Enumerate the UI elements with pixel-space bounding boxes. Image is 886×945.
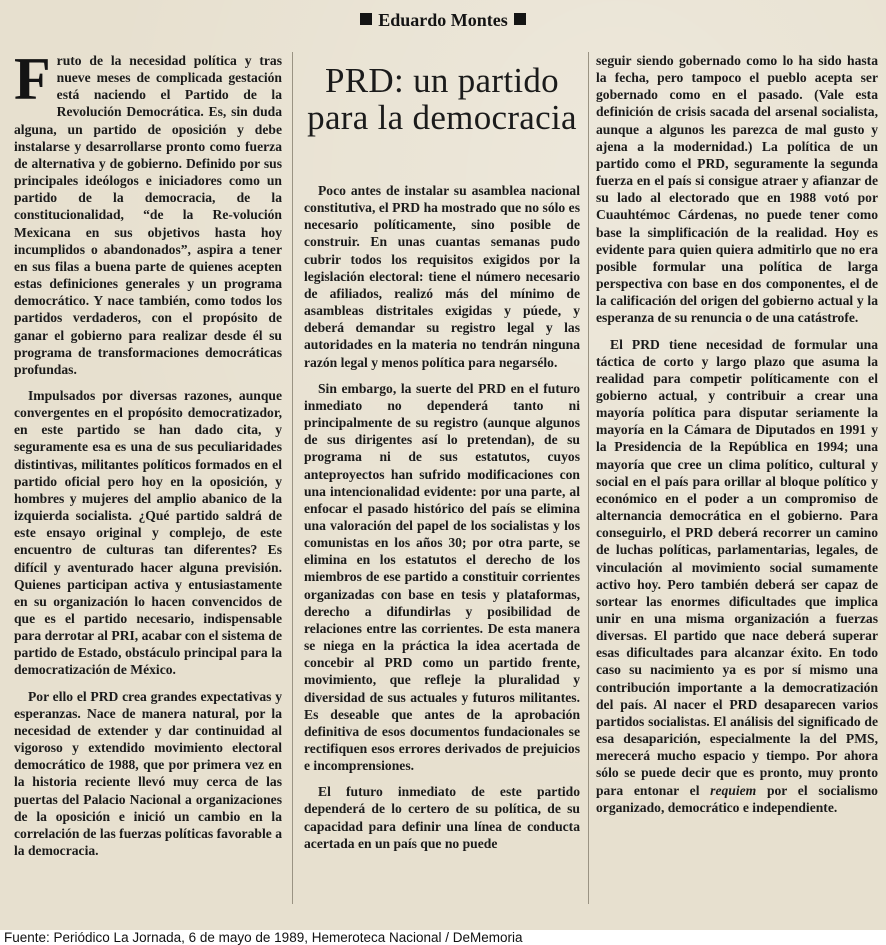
drop-cap: F (14, 46, 51, 112)
byline (0, 10, 886, 31)
square-bullet-icon (514, 13, 526, 25)
paragraph: Poco antes de instalar su asamblea nacional constitutiva, el PRD ha mostrado que no sólo es necesario políticamente, sino posible de construir. En unas cuantas semanas pudo cubrir todos los requisitos exigidos por la legislación electoral: tiene el número necesario de afiliados, realizó más del mínimo de asambleas distritales exigidas y púede, y deberá demandar su registro legal y las autoridades en la materia no tendrán ninguna razón legal y menos política para negarsélo. (304, 183, 580, 370)
article-column-2 (304, 52, 580, 861)
paragraph: seguir siendo gobernado como lo ha sido hasta la fecha, pero tampoco el pueblo acepta ser gobernado como en el pasado. (Vale esta definición de crisis sacada del arsenal socialista, aunque a algunos les parezca de mal gusto y ajena a la modernidad.) La política de un partido como el PRD, seguramente la segunda fuerza en el país si consigue atraer y afianzar de su lado al electorado que en 1988 votó por Cuauhtémoc Cárdenas, no puede tener como base la simplificación de la realidad. Hoy es evidente para quien quiera admitirlo que no era posible formular una política de larga perspectiva con base en dos componentes, el de la calificación del origen del gobierno actual y la esperanza de su renuncia o de una catástrofe. (596, 53, 878, 326)
author-name: Eduardo Montes (378, 10, 508, 30)
column-divider (292, 52, 293, 904)
paragraph: El futuro inmediato de este partido dependerá de lo certero de su política, de su capacidad para definir una línea de conducta acertada en un país que no puede (304, 784, 580, 851)
paragraph: El PRD tiene necesidad de formular una táctica de corto y largo plazo que asuma la realidad para competir políticamente con el gobierno actual, y contribuir a crear una mayoría política para disputar seriamente la mayoría en la Cámara de Diputados en 1991 y la Presidencia de la República en 1994; una mayoría que cree un clima político, cultural y social en el país para orillar al bloque político y económico en el poder a un compromiso de alternancia democrática en el gobierno. Para conseguirlo, el PRD deberá recorrer un camino de luchas políticas, parlamentarias, legales, de vinculación al movimiento social sumamente activo hoy. Pero también deberá ser capaz de sortear las enormes dificultades que implica unir en una misma organización a fuerzas diversas. El partido que nace deberá superar esas dificultades para alcanzar éxito. En todo caso su nacimiento ya es por sí mismo una contribución importante a la democratización del país. Al nacer el PRD desaparecen varios partidos socialistas. El análisis del significado de esa desaparición, especialmente la del PMS, merecerá mucho espacio y tiempo. Por ahora sólo se puede decir que es pronto, muy pronto para entonar el requiem por el socialismo organizado, democrático e independiente. (596, 336, 878, 815)
italic-word: requiem (710, 782, 757, 798)
headline: PRD: un partido para la democracia (307, 61, 577, 137)
paragraph: Fruto de la necesidad política y tras nueve meses de complicada gestación está naciendo el Partido de la Revolución Democrática. Es, sin duda alguna, un partido de oposición y debe instalarse y desarrollarse pronto como fuerza de alternativa y de gobierno. Definido por sus principales ideólogos e iniciadores como un partido de la democracia, de la constitucionalidad, “de la Re-volución Mexicana en sus objetivos hasta hoy incumplidos o abandonados”, aspira a tener en sus filas a buena parte de quienes acepten estas definiciones generales y un programa democrático. Y nace también, como todos los partidos verdaderos, con el propósito de ganar el gobierno para realizar desde él su programa de transformaciones democráticas profundas. (14, 46, 282, 377)
square-bullet-icon (360, 13, 372, 25)
article-column-1 (14, 46, 282, 868)
paragraph: Impulsados por diversas razones, aunque convergentes en el propósito democratizador, en este partido se han dado cita, y seguramente esa es una de sus peculiaridades distintivas, militantes políticos formados en el partido oficial pero hoy en la oposición, y hombres y mujeres del amplio abanico de la izquierda socialista. ¿Qué partido saldrá de este ensayo original y complejo, de este encuentro de culturas tan diferentes? Es difícil y aventurado hacer alguna previsión. Quienes participan activa y entusiastamente en su organización lo hacen convencidos de que es el partido necesario, indispensable para derrotar al PRI, acabar con el sistema de partido de Estado, obstáculo principal para la democratización de México. (14, 387, 282, 678)
paragraph: Sin embargo, la suerte del PRD en el futuro inmediato no dependerá tanto ni principalmente de su registro (aunque algunos de sus dirigentes así lo pretendan), de su programa ni de sus estatutos, cuyos anteproyectos han sufrido modificaciones con una intencionalidad evidente: por una parte, al enfocar el pasado histórico del país se elimina una valoración del papel de los socialistas y los comunistas en los años 30; por otra parte, se elimina en los estatutos el derecho de los miembros de ese partido a constituir corrientes organizadas con base en tesis y plataformas, derecho a difundirlas y posibilidad de relaciones entre las corrientes. De esta manera se niega en la práctica la idea acertada de concebir al PRD como un partido frente, movimiento, que refleje la pluralidad y diversidad de sus actuales y futuros militantes. Es deseable que antes de la aprobación definitiva de esos documentos fundacionales se rectifiquen esos errores derivados de prejuicios e incomprensiones. (304, 380, 580, 774)
article-column-3 (596, 52, 878, 825)
paragraph: Por ello el PRD crea grandes expectativas y esperanzas. Nace de manera natural, por la necesidad de extender y dar continuidad al vigoroso y extendido movimiento electoral democrático de 1988, que por primera vez en la historia reciente llevó muy cerca de las puertas del Palacio Nacional a organizaciones de la oposición e inició un cambio en la correlación de las fuerzas políticas favorable a la democracia. (14, 688, 282, 859)
column-divider (588, 52, 589, 904)
source-caption: Fuente: Periódico La Jornada, 6 de mayo de 1989, Hemeroteca Nacional / DeMemoria (4, 930, 523, 945)
